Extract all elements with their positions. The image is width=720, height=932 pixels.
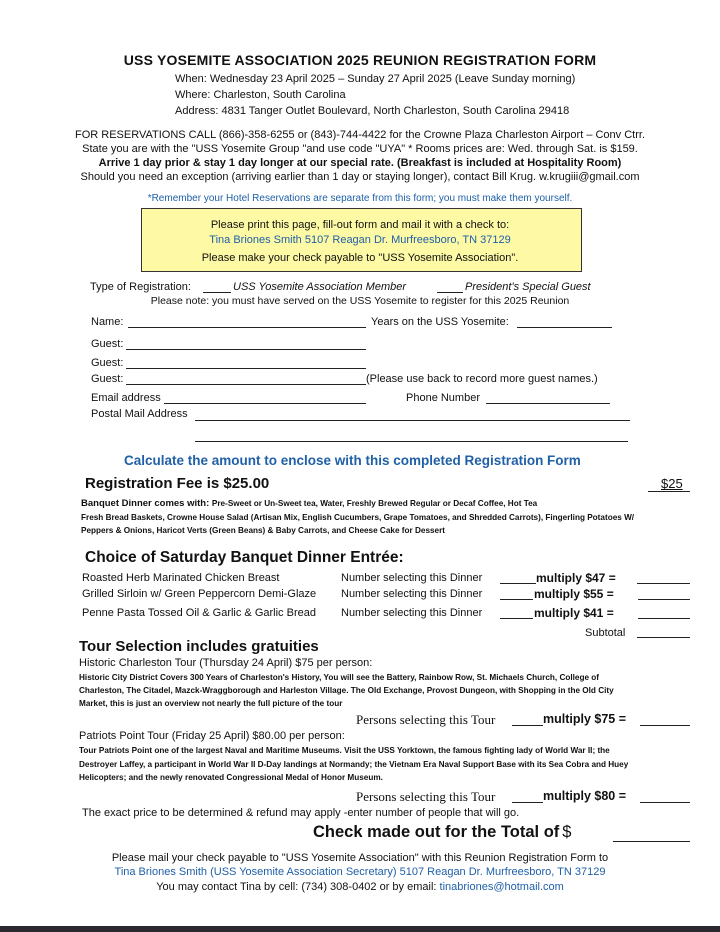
entree-chicken: Roasted Herb Marinated Chicken Breast bbox=[82, 572, 280, 584]
mail-address: Tina Briones Smith 5107 Reagan Dr. Murfreesboro, TN 37129 bbox=[209, 234, 511, 246]
phone-field[interactable] bbox=[486, 403, 610, 404]
entree-sirloin-count[interactable] bbox=[500, 599, 533, 600]
reservations-line-3: Arrive 1 day prior & stay 1 day longer at our special rate. (Breakfast is included at Hospitality Room) bbox=[98, 157, 622, 169]
footer-line-2: Tina Briones Smith (USS Yosemite Association Secretary) 5107 Reagan Dr. Murfreesboro, TN 37129 bbox=[114, 866, 606, 878]
tour-2-desc-1: Tour Patriots Point one of the largest Naval and Maritime Museums. Visit the USS Yorktown, the famous fighting lady of World War II; the bbox=[79, 746, 610, 755]
total-label-text: Check made out for the Total of bbox=[313, 823, 560, 841]
fee-underline bbox=[648, 491, 690, 492]
entree-sirloin-multiply: multiply $55 = bbox=[534, 587, 614, 601]
payable-note: Please make your check payable to "USS Yosemite Association". bbox=[201, 252, 519, 264]
special-guest-option: President's Special Guest bbox=[465, 281, 591, 293]
reservations-line-2: State you are with the "USS Yosemite Group "and use code "UYA" * Rooms prices are: Wed. through Sat. is $159. bbox=[82, 143, 638, 155]
total-amount[interactable] bbox=[613, 841, 690, 842]
guest-2-field[interactable] bbox=[126, 368, 366, 369]
footer-line-1: Please mail your check payable to "USS Yosemite Association" with this Reunion Registration Form to bbox=[111, 852, 609, 864]
tour-1-desc-3: Market, this is just an overview not nearly the full picture of the tour bbox=[79, 699, 343, 708]
email-label: Email address bbox=[91, 392, 161, 404]
guest-note: (Please use back to record more guest names.) bbox=[366, 373, 598, 385]
guest-3-label: Guest: bbox=[91, 373, 124, 385]
guest-3-field[interactable] bbox=[126, 384, 366, 385]
entree-pasta-count[interactable] bbox=[500, 618, 533, 619]
guest-1-label: Guest: bbox=[91, 338, 124, 350]
member-checkbox-line[interactable] bbox=[203, 292, 231, 293]
tour-2-title: Patriots Point Tour (Friday 25 April) $80.00 per person: bbox=[79, 730, 345, 742]
guest-checkbox-line[interactable] bbox=[437, 292, 463, 293]
years-label: Years on the USS Yosemite: bbox=[371, 316, 509, 328]
banquet-desc-1: Pre-Sweet or Un-Sweet tea, Water, Freshly Brewed Regular or Decaf Coffee, Hot Tea bbox=[211, 499, 538, 508]
hotel-reminder: *Remember your Hotel Reservations are separate from this form; you must make them yourself. bbox=[147, 193, 573, 204]
tour-1-multiply: multiply $75 = bbox=[543, 712, 627, 726]
guest-2-label: Guest: bbox=[91, 357, 124, 369]
banquet-desc-3: Peppers & Onions, Haricot Verts (Green Beans) & Baby Carrots, and Cheese Cake for Dessert bbox=[81, 526, 446, 535]
entree-heading: Choice of Saturday Banquet Dinner Entrée: bbox=[85, 549, 404, 566]
name-field[interactable] bbox=[128, 327, 366, 328]
entree-pasta-multiply: multiply $41 = bbox=[534, 606, 614, 620]
subtotal-label: Subtotal bbox=[585, 627, 626, 639]
reservations-line-4: Should you need an exception (arriving earlier than 1 day or staying longer), contact Bill Krug. w.krugiii@gmail.com bbox=[80, 171, 640, 183]
member-option: USS Yosemite Association Member bbox=[233, 281, 407, 293]
entree-sirloin: Grilled Sirloin w/ Green Peppercorn Demi-Glaze bbox=[82, 588, 317, 600]
form-title: USS YOSEMITE ASSOCIATION 2025 REUNION REGISTRATION FORM bbox=[123, 52, 597, 68]
entree-sirloin-amount[interactable] bbox=[638, 599, 690, 600]
calculate-heading: Calculate the amount to enclose with this completed Registration Form bbox=[124, 453, 581, 468]
tour-1-count[interactable] bbox=[512, 725, 543, 726]
banquet-desc-2: Fresh Bread Baskets, Crowne House Salad (Artisan Mix, English Cucumbers, Grape Tomatoes, and Shredded Carrots), Fingerling Potatoes W/ bbox=[81, 513, 635, 522]
entree-chicken-count-label: Number selecting this Dinner bbox=[341, 572, 483, 584]
years-field[interactable] bbox=[517, 327, 612, 328]
reservations-line-1: FOR RESERVATIONS CALL (866)-358-6255 or (843)-744-4422 for the Crowne Plaza Charleston Airport – Conv Ctrr. bbox=[74, 129, 645, 141]
tour-2-count-label: Persons selecting this Tour bbox=[356, 789, 496, 804]
tour-2-desc-2: Destroyer Laffey, a participant in World War II D-Day landings at Normandy; the Vietnam Era Naval Support Base with its Sea Cobra and Huey bbox=[79, 760, 629, 769]
entree-pasta-count-label: Number selecting this Dinner bbox=[341, 607, 483, 619]
entree-pasta: Penne Pasta Tossed Oil & Garlic & Garlic Bread bbox=[82, 607, 316, 619]
total-currency: $ bbox=[562, 823, 572, 841]
entree-chicken-amount[interactable] bbox=[637, 583, 690, 584]
entree-chicken-multiply: multiply $47 = bbox=[536, 571, 616, 585]
refund-note: The exact price to be determined & refund may apply -enter number of people that will go. bbox=[82, 807, 520, 819]
entree-pasta-amount[interactable] bbox=[638, 618, 690, 619]
registration-fee-label: Registration Fee is $25.00 bbox=[85, 475, 270, 492]
event-when: When: Wednesday 23 April 2025 – Sunday 27 April 2025 (Leave Sunday morning) bbox=[175, 73, 576, 85]
registration-fee-amount: $25 bbox=[661, 476, 683, 491]
banquet-intro bbox=[81, 498, 537, 509]
tour-2-count[interactable] bbox=[512, 802, 543, 803]
footer-contact-text: You may contact Tina by cell: (734) 308-0402 or by email: bbox=[156, 881, 437, 893]
banquet-intro-label: Banquet Dinner comes with: bbox=[81, 498, 210, 509]
tour-1-title: Historic Charleston Tour (Thursday 24 April) $75 per person: bbox=[79, 657, 373, 669]
tour-2-multiply: multiply $80 = bbox=[543, 789, 627, 803]
entree-chicken-count[interactable] bbox=[500, 583, 536, 584]
phone-label: Phone Number bbox=[406, 392, 480, 404]
event-address: Address: 4831 Tanger Outlet Boulevard, North Charleston, South Carolina 29418 bbox=[175, 105, 570, 117]
postal-field-1[interactable] bbox=[195, 420, 630, 421]
subtotal-amount[interactable] bbox=[637, 637, 690, 638]
tour-1-amount[interactable] bbox=[640, 725, 690, 726]
footer-contact bbox=[0, 881, 720, 893]
email-field[interactable] bbox=[164, 403, 366, 404]
tour-2-amount[interactable] bbox=[640, 802, 690, 803]
tour-1-desc-1: Historic City District Covers 300 Years of Charleston's History, You will see the Battery, Rainbow Row, St. Michaels Church, College of bbox=[79, 673, 600, 682]
tour-1-count-label: Persons selecting this Tour bbox=[356, 712, 496, 727]
contact-email[interactable]: tinabriones@hotmail.com bbox=[439, 881, 564, 893]
event-where: Where: Charleston, South Carolina bbox=[175, 89, 346, 101]
postal-label: Postal Mail Address bbox=[91, 408, 188, 420]
name-label: Name: bbox=[91, 316, 124, 328]
entree-sirloin-count-label: Number selecting this Dinner bbox=[341, 588, 483, 600]
mail-instructions-line-1: Please print this page, fill-out form and mail it with a check to: bbox=[210, 219, 510, 231]
tour-2-desc-3: Helicopters; and the newly renovated Congressional Medal of Honor Museum. bbox=[79, 773, 383, 782]
tour-1-desc-2: Charleston, The Citadel, Mazck-Wraggborough and Harleston Village. The Old Exchange, Provost Dungeon, with Shopping in the Old City bbox=[79, 686, 614, 695]
bottom-bar bbox=[0, 926, 720, 932]
registration-type-label: Type of Registration: bbox=[90, 281, 191, 293]
postal-field-2[interactable] bbox=[195, 441, 628, 442]
guest-1-field[interactable] bbox=[126, 349, 366, 350]
service-note: Please note: you must have served on the USS Yosemite to register for this 2025 Reunion bbox=[150, 295, 570, 307]
total-label bbox=[313, 823, 571, 842]
tours-heading: Tour Selection includes gratuities bbox=[79, 638, 319, 655]
